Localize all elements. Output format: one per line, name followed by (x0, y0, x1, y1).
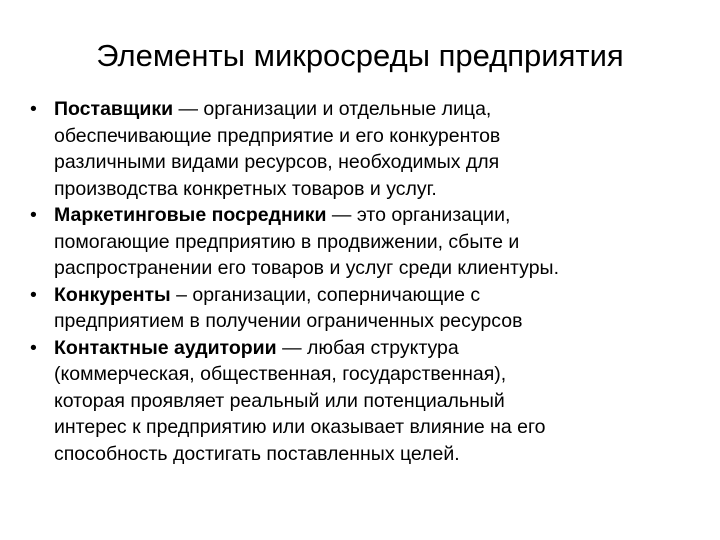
bullet-line (54, 335, 702, 362)
definition-text: — организации и отдельные лица, (173, 98, 492, 120)
bullet-icon: • (30, 204, 37, 226)
definition-text: интерес к предприятию или оказывает влияние на его (54, 416, 546, 438)
bullet-line (54, 282, 702, 309)
definition-text: обеспечивающие предприятие и его конкурентов (54, 124, 501, 147)
bullet-item-contact-audiences (30, 335, 702, 468)
bullet-icon: • (30, 283, 37, 306)
definition-text: производства конкретных товаров и услуг. (54, 177, 437, 200)
definition-text: различными видами ресурсов, необходимых для (54, 151, 500, 173)
term-competitors: Конкуренты (54, 283, 171, 306)
slide-title: Элементы микросреды предприятия (96, 38, 624, 73)
bullet-item-suppliers (30, 96, 702, 202)
bullet-item-marketing-intermediaries (30, 202, 702, 282)
bullet-list (30, 96, 702, 467)
definition-text: распространении его товаров и услуг среди клиентуры. (54, 257, 559, 279)
definition-text: — любая структура (276, 336, 459, 359)
definition-text: (коммерческая, общественная, государственная), (54, 363, 507, 385)
bullet-icon: • (30, 336, 37, 359)
definition-text: которая проявляет реальный или потенциальный (54, 389, 505, 412)
definition-text: помогающие предприятию в продвижении, сбыте и (54, 230, 520, 253)
definition-text: предприятием в получении ограниченных ресурсов (54, 310, 523, 332)
term-suppliers: Поставщики (54, 98, 174, 120)
definition-text: способность достигать поставленных целей. (54, 442, 460, 465)
bullet-icon: • (30, 98, 37, 120)
bullet-line (54, 202, 702, 229)
term-marketing-intermediaries: Маркетинговые посредники (54, 204, 327, 226)
definition-text: – организации, соперничающие с (170, 283, 481, 306)
bullet-line (54, 96, 702, 123)
term-contact-audiences: Контактные аудитории (54, 336, 277, 359)
bullet-item-competitors (30, 282, 702, 335)
definition-text: — это организации, (326, 204, 511, 226)
